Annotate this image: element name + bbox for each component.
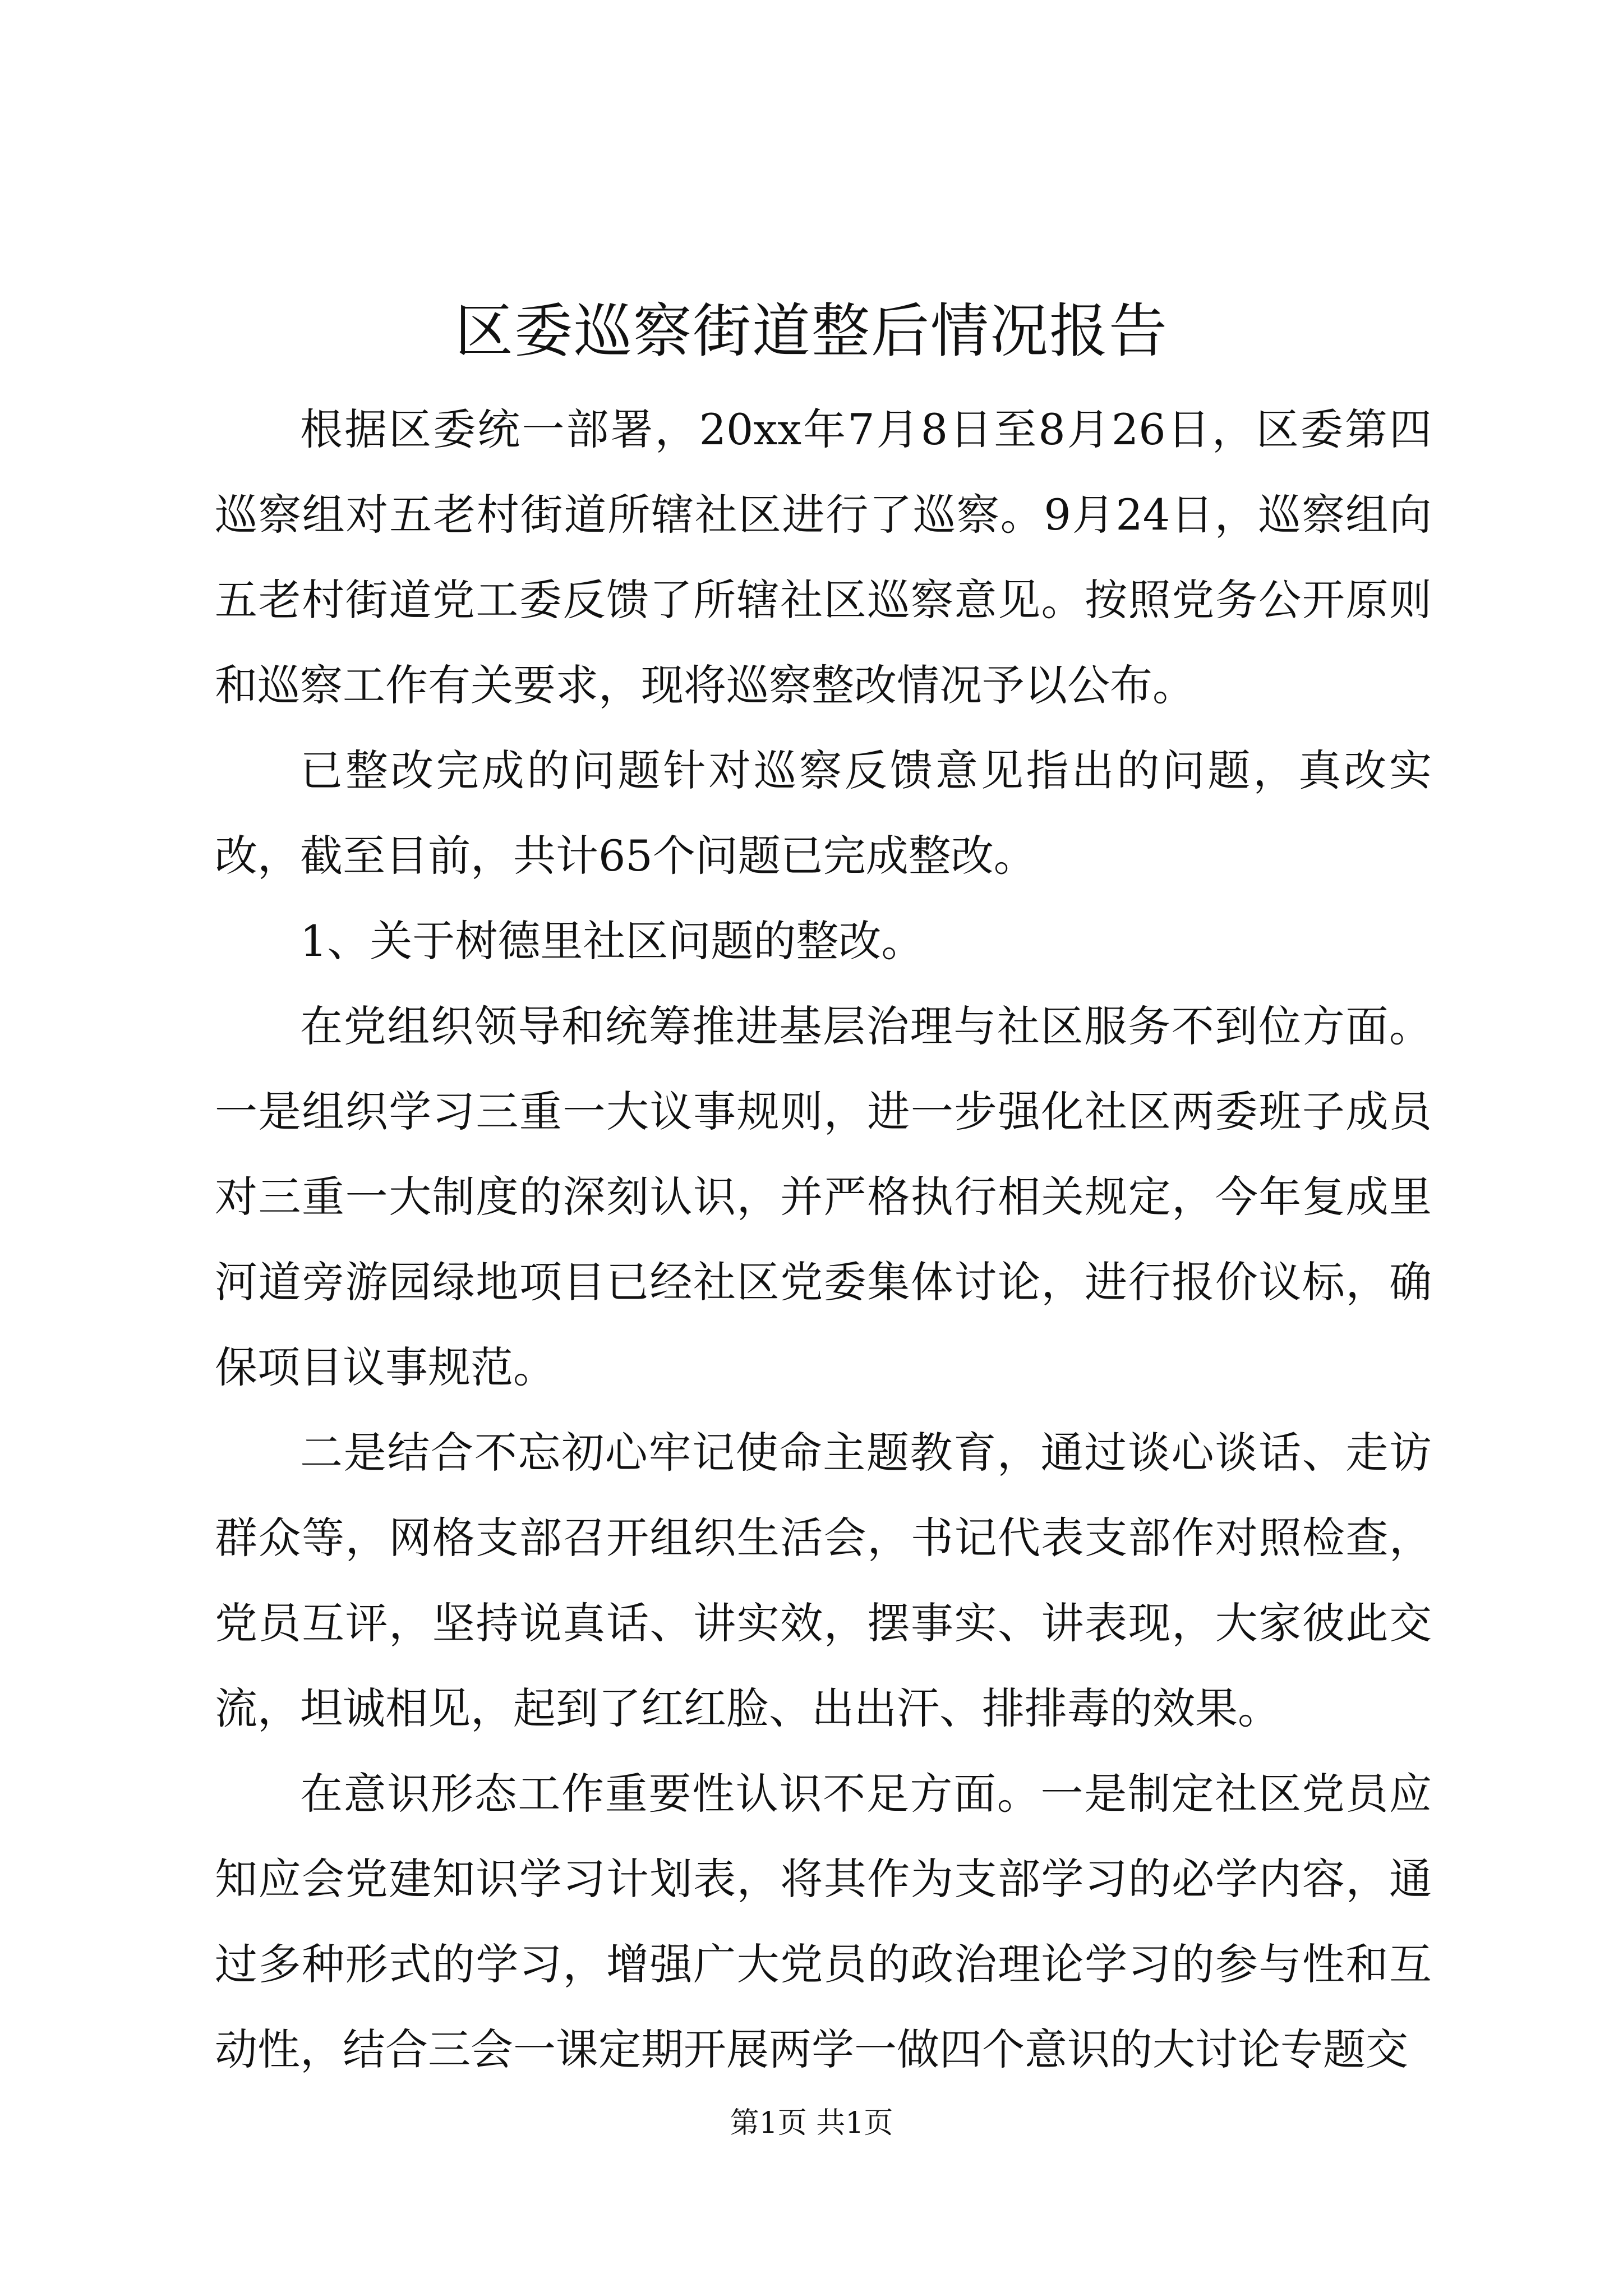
paragraph-section-heading: 1、关于树德里社区问题的整改。 xyxy=(300,916,924,966)
paragraph-theme-education: 二是结合不忘初心牢记使命主题教育，通过谈心谈话、走访群众等，网格支部召开组织生活会，书记代表支部作对照检查，党员互评，坚持说真话、讲实效，摆事实、讲表现，大家彼此交流，坦诚相见，起到了红红脸、出出汗、排排毒的效果。 xyxy=(215,1428,1432,1733)
paragraph-party-organization: 在党组织领导和统筹推进基层治理与社区服务不到位方面。一是组织学习三重一大议事规则，进一步强化社区两委班子成员对三重一大制度的深刻认识，并严格执行相关规定，今年复成里河道旁游园绿地项目已经社区党委集体讨论，进行报价议标，确保项目议事规范。 xyxy=(215,1001,1432,1392)
paragraph-summary: 已整改完成的问题针对巡察反馈意见指出的问题，真改实改，截至目前，共计65个问题已完成整改。 xyxy=(215,746,1432,881)
paragraph-ideology-work: 在意识形态工作重要性认识不足方面。一是制定社区党员应知应会党建知识学习计划表，将其作为支部学习的必学内容，通过多种形式的学习，增强广大党员的政治理论学习的参与性和互动性，结合三会一课定期开展两学一做四个意识的大讨论专题交 xyxy=(215,1769,1432,2074)
document-title: 区委巡察街道整后情况报告 xyxy=(454,297,1168,365)
document-body xyxy=(215,387,1432,2092)
page-footer: 第1页 共1页 xyxy=(730,2106,893,2140)
paragraph-intro: 根据区委统一部署，20xx年7月8日至8月26日，区委第四巡察组对五老村街道所辖社区进行了巡察。9月24日，巡察组向五老村街道党工委反馈了所辖社区巡察意见。按照党务公开原则和巡察工作有关要求，现将巡察整改情况予以公布。 xyxy=(215,404,1432,710)
